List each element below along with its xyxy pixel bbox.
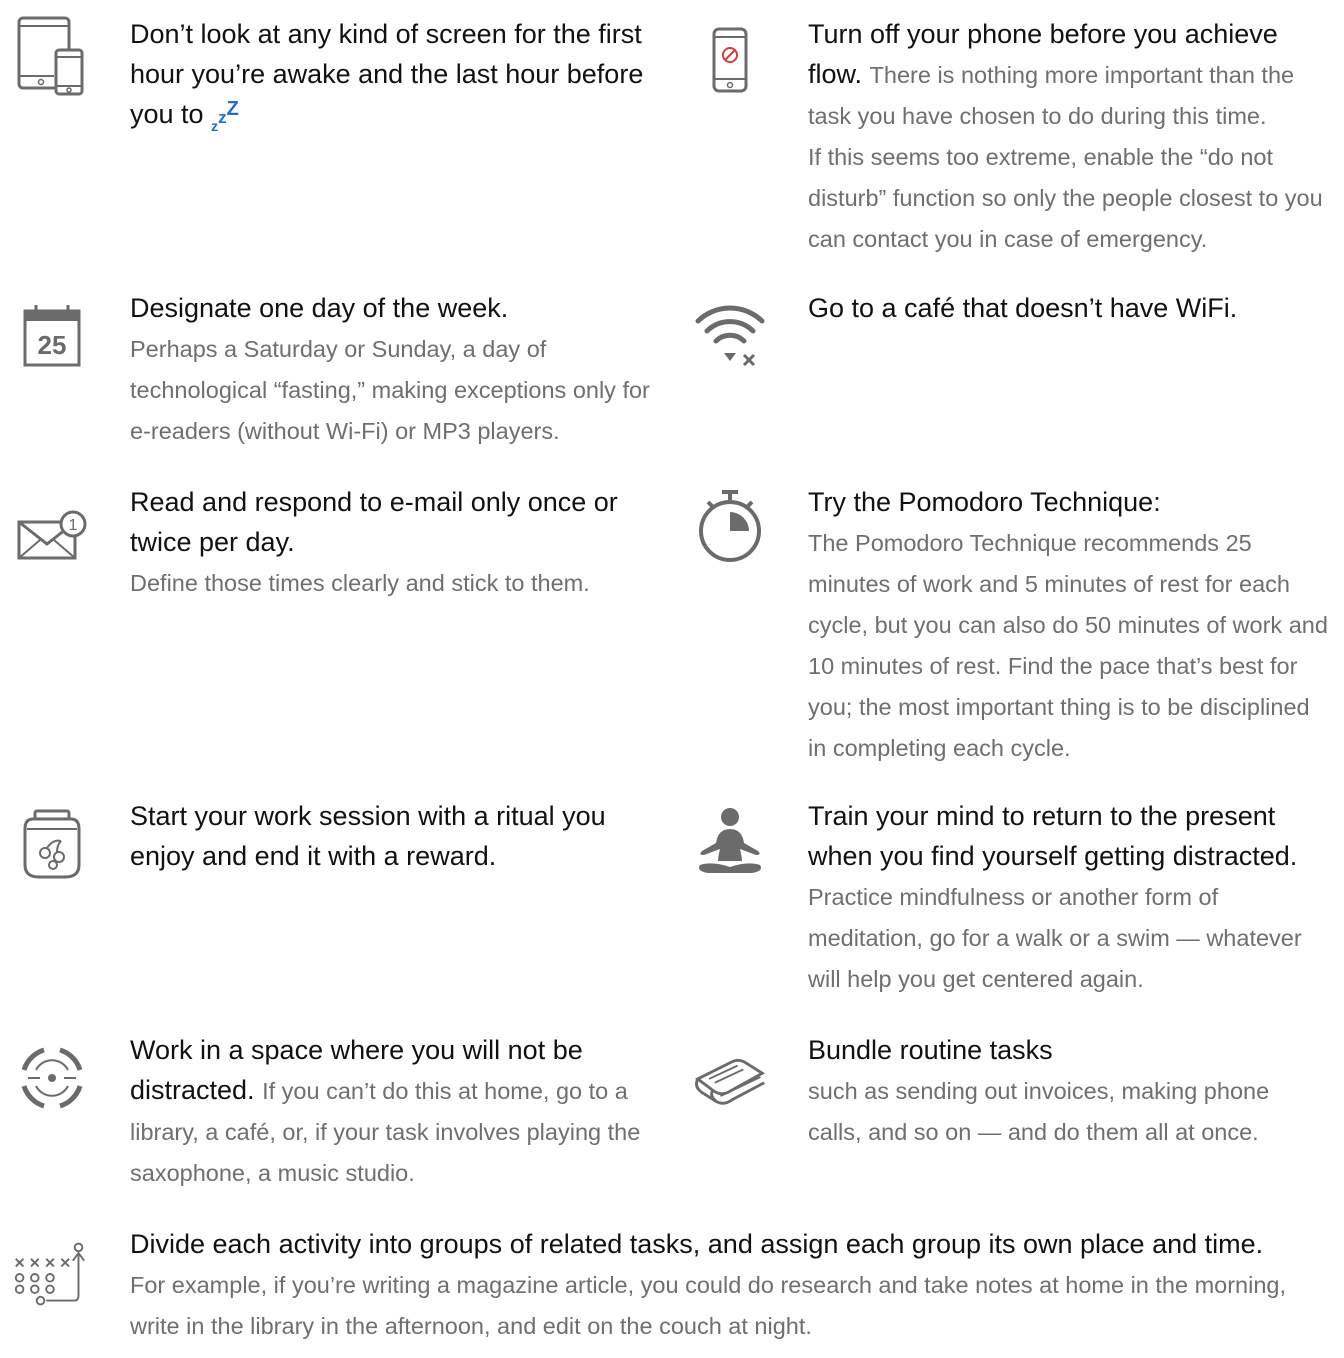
- tip-heading: Read and respond to e-mail only once or twice per day.: [130, 487, 618, 557]
- tip-body: such as sending out invoices, making phone calls, and so on — and do them all at once.: [808, 1078, 1270, 1145]
- tip-body: For example, if you’re writing a magazine article, you could do research and take notes at home in the morning, write in the library in the afternoon, and edit on the couch at night.: [130, 1272, 1287, 1339]
- tip-heading: Work in a space where you will not be distracted.: [130, 1035, 583, 1105]
- tip-body: If this seems too extreme, enable the “do not disturb” function so only the people closest to you can contact you in case of emergency.: [808, 144, 1323, 252]
- tip-body-inline: There is nothing more important than the task you have chosen to do during this time.: [808, 62, 1295, 129]
- tip-body: Perhaps a Saturday or Sunday, a day of technological “fasting,” making exceptions only for e-readers (without Wi-Fi) or MP3 players.: [130, 336, 650, 444]
- focus-target-icon: [14, 1040, 90, 1116]
- tip-heading: Turn off your phone before you achieve flow.: [808, 19, 1278, 89]
- book-stack-icon: [692, 1040, 768, 1116]
- tip-body: The Pomodoro Technique recommends 25 minutes of work and 5 minutes of rest for each cycle, but you can also do 50 minutes of work and 10 minutes of rest. Find the pace that’s best for you; the most important thing is to be disciplined in completing each cycle.: [808, 530, 1328, 761]
- email-badge-count: 1: [68, 517, 78, 534]
- tip-body: Practice mindfulness or another form of meditation, go for a walk or a swim — whatever will help you get centered again.: [808, 884, 1302, 992]
- tip-heading: Start your work session with a ritual you enjoy and end it with a reward.: [130, 801, 606, 871]
- tip-heading: Bundle routine tasks: [808, 1035, 1053, 1065]
- devices-icon: [14, 18, 90, 94]
- calendar-day: 25: [37, 330, 67, 360]
- stopwatch-icon: [692, 488, 768, 564]
- jar-icon: [14, 806, 90, 882]
- tip-heading: Don’t look at any kind of screen for the first hour you’re awake and the last hour before you to: [130, 19, 644, 129]
- tip-heading: Designate one day of the week.: [130, 293, 509, 323]
- sleep-icon: $_z$zZ: [211, 98, 239, 134]
- tip-body: Define those times clearly and stick to them.: [130, 570, 590, 596]
- phone-off-icon: [692, 22, 768, 98]
- strategy-play-icon: [12, 1236, 88, 1312]
- tip-heading: Train your mind to return to the present when you find yourself getting distracted.: [808, 801, 1298, 871]
- email-notification-icon: [14, 498, 90, 574]
- tip-body-inline: If you can’t do this at home, go to a library, a café, or, if your task involves playing the saxophone, a music studio.: [130, 1078, 641, 1186]
- tip-heading: Divide each activity into groups of related tasks, and assign each group its own place and time.: [130, 1229, 1264, 1259]
- calendar-icon: [14, 298, 90, 374]
- tip-heading: Try the Pomodoro Technique:: [808, 487, 1161, 517]
- no-wifi-icon: [692, 296, 768, 372]
- tip-heading: Go to a café that doesn’t have WiFi.: [808, 293, 1238, 323]
- meditation-icon: [692, 804, 768, 880]
